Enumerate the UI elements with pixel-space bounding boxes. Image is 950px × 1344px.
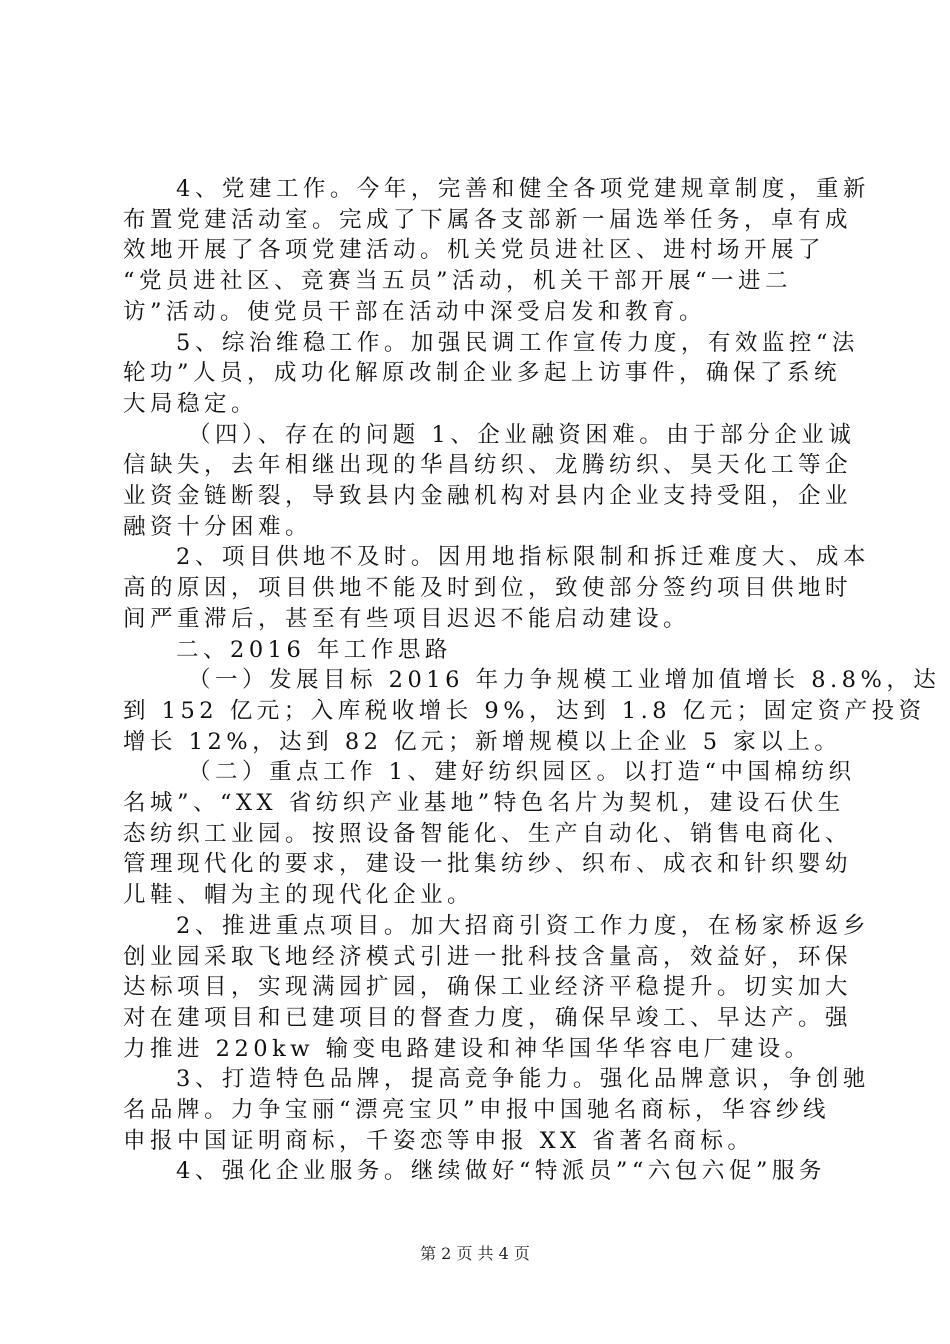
body-text-line: 到 152 亿元；入库税收增长 9%，达到 1.8 亿元；固定资产投资: [123, 697, 926, 724]
body-text-line: 信缺失，去年相继出现的华昌纺织、龙腾纺织、昊天化工等企: [123, 452, 853, 479]
body-text-line: 4、党建工作。今年，完善和健全各项党建规章制度，重新: [176, 176, 870, 202]
body-text-line: 申报中国证明商标，千姿恋等申报 XX 省著名商标。: [123, 1127, 755, 1154]
body-text-line: 大局稳定。: [123, 390, 259, 417]
section-heading-line: （二）重点工作 1、建好纺织园区。以打造“中国棉纺织: [188, 759, 856, 786]
body-text-line: 2、推进重点项目。加大招商引资工作力度，在杨家桥返乡: [176, 912, 870, 939]
body-text-line: 3、打造特色品牌，提高竞争能力。强化品牌意识，争创驰: [176, 1066, 870, 1093]
body-text-line: 访”活动。使党员干部在活动中深受启发和教育。: [123, 298, 707, 325]
body-text-line: 业资金链断裂，导致县内金融机构对县内企业支持受阻，企业: [123, 483, 853, 509]
body-text-line: 管理现代化的要求，建设一批集纺纱、织布、成衣和针织婴幼: [123, 851, 853, 878]
body-text-line: 高的原因，项目供地不能及时到位，致使部分签约项目供地时: [123, 575, 853, 602]
section-heading-line: （一）发展目标 2016 年力争规模工业增加值增长 8.8%，达: [188, 667, 941, 694]
body-text-line: 间严重滞后，甚至有些项目迟迟不能启动建设。: [123, 605, 691, 632]
body-text-line: 创业园采取飞地经济模式引进一批科技含量高，效益好，环保: [123, 943, 853, 970]
body-text-line: 儿鞋、帽为主的现代化企业。: [123, 882, 475, 909]
body-text-line: 2、项目供地不及时。因用地指标限制和拆迁难度大、成本: [176, 544, 870, 571]
body-text-line: 名品牌。力争宝丽“漂亮宝贝”申报中国驰名商标，华容纱线: [123, 1097, 831, 1123]
body-text-line: 效地开展了各项党建活动。机关党员进社区、进村场开展了: [123, 237, 826, 264]
body-text-line: 对在建项目和已建项目的督查力度，确保早竣工、早达产。强: [123, 1004, 853, 1031]
body-text-line: 4、强化企业服务。继续做好“特派员”“六包六促”服务: [176, 1158, 826, 1185]
body-text-line: “党员进社区、竞赛当五员”活动，机关干部开展“一进二: [123, 268, 793, 295]
body-text-line: 轮功”人员，成功化解原改制企业多起上访事件，确保了系统: [123, 360, 842, 387]
body-text-line: 达标项目，实现满园扩园，确保工业经济平稳提升。切实加大: [123, 974, 853, 1001]
body-text-line: 布置党建活动室。完成了下属各支部新一届选举任务，卓有成: [123, 206, 853, 233]
body-text-line: 态纺织工业园。按照设备智能化、生产自动化、销售电商化、: [123, 820, 853, 847]
section-heading-line: 二、2016 年工作思路: [176, 636, 452, 663]
body-text-line: 名城”、“XX 省纺织产业基地”特色名片为契机，建设石伏生: [123, 790, 845, 816]
body-text-line: 融资十分困难。: [123, 513, 313, 540]
page-number-footer: 第 2 页 共 4 页: [420, 1244, 530, 1263]
section-heading-line: （四）、存在的问题 1、企业融资困难。由于部分企业诚: [188, 421, 856, 448]
body-text-line: 5、综治维稳工作。加强民调工作宣传力度，有效监控“法: [176, 329, 859, 356]
body-text-line: 力推进 220kw 输变电路建设和神华国华华容电厂建设。: [123, 1035, 812, 1062]
body-text-line: 增长 12%，达到 82 亿元；新增规模以上企业 5 家以上。: [123, 728, 842, 755]
